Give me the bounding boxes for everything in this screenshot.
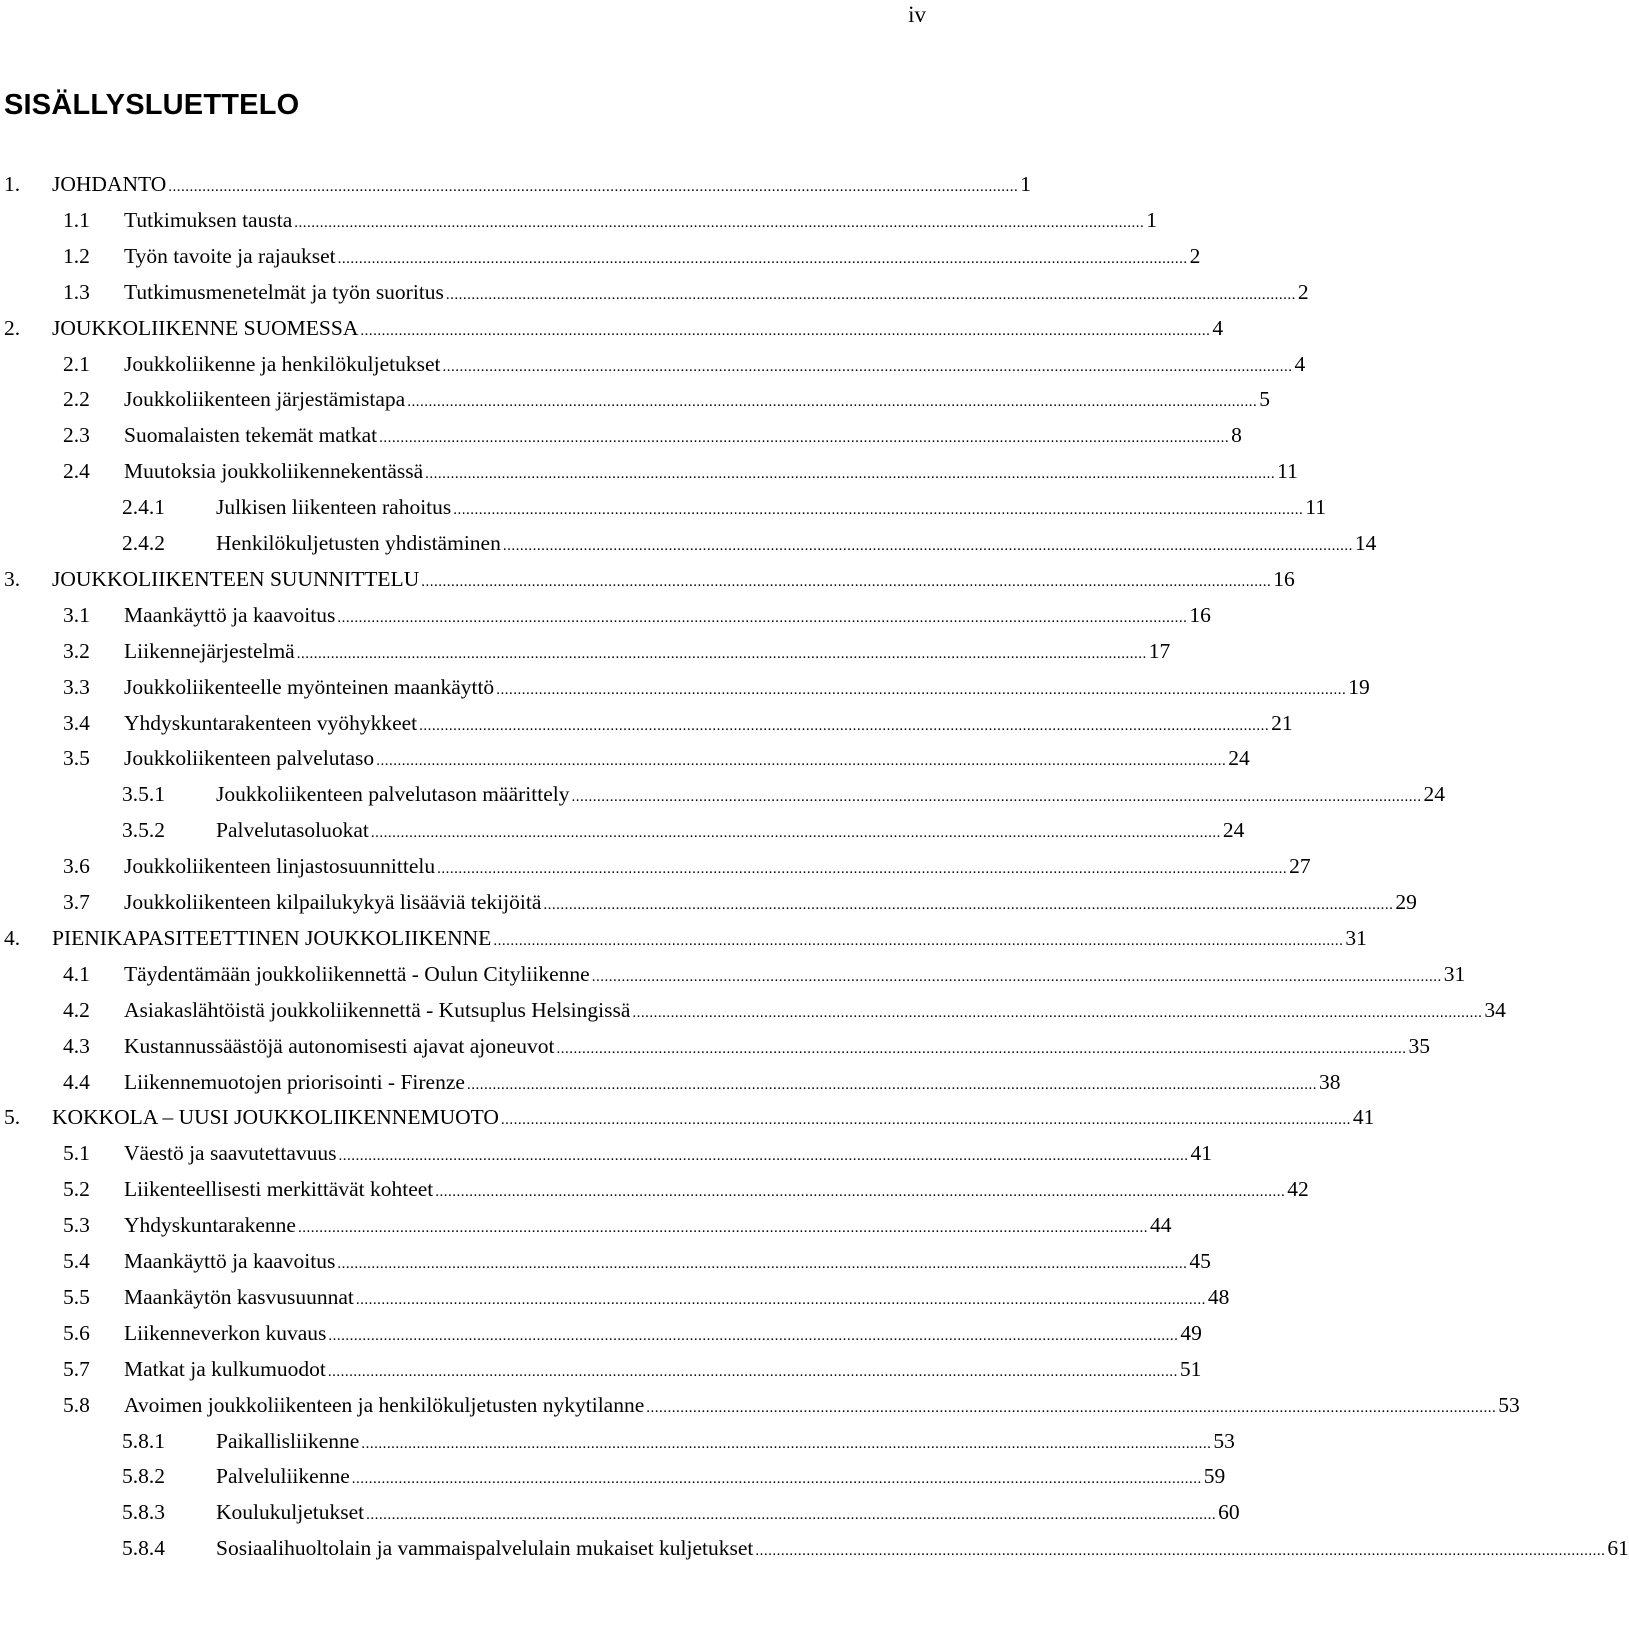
toc-entry-title: Suomalaisten tekemät matkat [124,423,378,448]
toc-leader-dots: ........................................................................................................................................................................................................ [646,1399,1497,1416]
toc-entry[interactable] [0,746,1250,778]
toc-entry-number: 2.3 [63,423,90,448]
toc-entry-number: 5.8.3 [122,1500,165,1525]
toc-entry-page: 35 [1408,1033,1431,1058]
toc-leader-dots: ........................................................................................................................................................................................................ [361,1435,1212,1452]
toc-entry-title: JOHDANTO [52,172,167,196]
toc-leader-dots: ........................................................................................................................................................................................................ [337,609,1188,626]
toc-entry-page: 45 [1189,1249,1211,1273]
page-number: iv [908,2,926,27]
toc-leader-dots: ........................................................................................................................................................................................................ [351,1471,1202,1488]
toc-entry[interactable] [0,1392,1520,1425]
toc-entry[interactable] [0,1033,1431,1066]
toc-entry-page: 31 [1345,925,1367,950]
toc-entry-title: Joukkoliikenteen palvelutason määrittely [216,782,570,807]
toc-entry-title: JOUKKOLIIKENNE SUOMESSA [52,315,359,340]
toc-entry[interactable] [0,890,1417,922]
toc-entry-number: 4.3 [63,1033,90,1058]
toc-leader-dots: ........................................................................................................................................................................................................ [379,430,1230,447]
toc-entry-page: 4 [1212,315,1224,340]
toc-entry-title: Joukkoliikenteen kilpailukykyä lisääviä tekijöitä [124,890,542,914]
toc-entry-title: Yhdyskuntarakenne [124,1213,296,1238]
toc-entry[interactable] [0,1284,1230,1317]
toc-entry-title: Tutkimuksen tausta [124,207,293,232]
toc-leader-dots: ........................................................................................................................................................................................................ [425,466,1276,483]
toc-leader-dots: ........................................................................................................................................................................................................ [500,1112,1351,1129]
toc-entry-title: Täydentämään joukkoliikennettä - Oulun Cityliikenne [124,961,590,986]
toc-entry-number: 5.6 [63,1320,90,1345]
toc-leader-dots: ........................................................................................................................................................................................................ [421,573,1272,590]
toc-leader-dots: ........................................................................................................................................................................................................ [297,1220,1148,1237]
toc-entry-page: 51 [1179,1356,1202,1381]
toc-leader-dots: ........................................................................................................................................................................................................ [327,1363,1178,1380]
toc-entry-title: Sosiaalihuoltolain ja vammaispalvelulain mukaiset kuljetukset [216,1536,754,1561]
toc-entry-page: 24 [1222,818,1245,843]
toc-entry-page: 11 [1305,495,1326,520]
toc-entry[interactable] [0,1249,1211,1281]
toc-entry-number: 3.1 [63,602,90,627]
toc-entry-page: 8 [1231,423,1242,448]
toc-entry[interactable] [0,423,1242,455]
toc-entry-page: 29 [1395,890,1417,914]
toc-entry-page: 48 [1207,1284,1230,1309]
toc-entry-number: 2.2 [63,387,90,412]
toc-leader-dots: ........................................................................................................................................................................................................ [360,322,1211,339]
toc-entry-number: 3.5.1 [122,782,165,807]
toc-leader-dots: ........................................................................................................................................................................................................ [294,214,1145,231]
toc-entry-title: Tutkimusmenetelmät ja työn suoritus [124,279,444,304]
toc-entry-title: Joukkoliikenteen järjestämistapa [124,387,406,412]
toc-entry-title: Joukkoliikenteen linjastosuunnittelu [124,854,436,879]
toc-entry[interactable] [0,782,1445,814]
toc-entry-number: 4.1 [63,961,90,986]
toc-entry-number: 1.3 [63,279,90,304]
toc-entry[interactable] [0,638,1171,671]
toc-leader-dots: ........................................................................................................................................................................................................ [453,502,1304,519]
toc-entry-number: 2.4.2 [122,531,165,555]
toc-entry-title: KOKKOLA – UUSI JOUKKOLIIKENNEMUOTO [52,1105,499,1130]
toc-entry-page: 5 [1259,387,1270,412]
toc-entry[interactable] [0,1105,1375,1137]
toc-leader-dots: ........................................................................................................................................................................................................ [632,1004,1483,1021]
toc-entry-page: 53 [1498,1392,1520,1417]
toc-entry[interactable] [0,172,1032,204]
toc-entry-number: 5.8.1 [122,1428,165,1453]
toc-entry-page: 21 [1271,710,1293,735]
toc-leader-dots: ........................................................................................................................................................................................................ [296,645,1147,662]
toc-entry-page: 14 [1354,531,1377,555]
toc-entry-page: 31 [1443,961,1466,986]
toc-leader-dots: ........................................................................................................................................................................................................ [445,286,1296,303]
toc-leader-dots: ........................................................................................................................................................................................................ [493,932,1344,949]
toc-entry-title: Joukkoliikenteelle myönteinen maankäyttö [124,674,495,699]
toc-entry-title: Työn tavoite ja rajaukset [124,243,336,268]
toc-entry[interactable] [0,495,1326,527]
toc-entry-title: Liikennemuotojen priorisointi - Firenze [124,1069,465,1094]
toc-leader-dots: ........................................................................................................................................................................................................ [338,1148,1189,1165]
toc-entry[interactable] [0,207,1157,240]
toc-entry-page: 17 [1148,638,1171,663]
toc-entry-title: Avoimen joukkoliikenteen ja henkilökuljetusten nykytilanne [124,1392,645,1417]
toc-entry[interactable] [0,925,1367,958]
toc-leader-dots: ........................................................................................................................................................................................................ [543,897,1394,913]
toc-entry[interactable] [0,1536,1629,1568]
toc-entry-title: PIENIKAPASITEETTINEN JOUKKOLIIKENNE [52,925,492,950]
toc-entry[interactable] [0,1464,1226,1496]
toc-entry-title: Joukkoliikenne ja henkilökuljetukset [124,351,441,376]
toc-entry-number: 3.6 [63,854,90,879]
toc-entry-number: 4.4 [63,1069,90,1094]
toc-entry-number: 5.4 [63,1249,90,1273]
toc-entry-title: Asiakaslähtöistä joukkoliikennettä - Kutsuplus Helsingissä [124,997,631,1022]
toc-entry[interactable] [0,1141,1213,1173]
toc-entry[interactable] [0,1177,1309,1209]
toc-entry-number: 3.2 [63,638,90,663]
toc-entry-title: Palvelutasoluokat [216,818,369,843]
toc-entry-page: 42 [1287,1177,1309,1202]
toc-entry-title: JOUKKOLIIKENTEEN SUUNNITTELU [52,566,420,591]
toc-entry-page: 59 [1203,1464,1226,1489]
toc-entry[interactable] [0,1428,1235,1461]
toc-entry-number: 5.3 [63,1213,90,1238]
toc-entry-number: 3.7 [63,890,90,914]
toc-entry-number: 2.4.1 [122,495,165,520]
toc-entry-page: 61 [1607,1536,1629,1561]
toc-entry-number: 5.8 [63,1392,90,1417]
toc-entry[interactable] [0,961,1466,994]
toc-entry[interactable] [0,1069,1341,1102]
toc-entry-title: Maankäyttö ja kaavoitus [124,1249,336,1273]
toc-entry-page: 1 [1020,172,1032,196]
toc-entry-title: Julkisen liikenteen rahoitus [216,495,452,520]
toc-entry-title: Paikallisliikenne [216,1428,360,1453]
toc-entry[interactable] [0,997,1506,1030]
toc-leader-dots: ........................................................................................................................................................................................................ [591,968,1442,985]
toc-entry-number: 5.8.2 [122,1464,165,1489]
toc-entry-number: 1. [4,172,21,196]
toc-entry-number: 4. [4,925,21,950]
toc-entry-number: 5.5 [63,1284,90,1309]
page-title: SISÄLLYSLUETTELO [4,89,300,121]
toc-entry-number: 2.1 [63,351,90,376]
toc-leader-dots: ........................................................................................................................................................................................................ [442,358,1293,375]
toc-entry-number: 5.2 [63,1177,90,1202]
toc-entry[interactable] [0,818,1245,850]
toc-entry[interactable] [0,387,1270,419]
toc-entry-page: 34 [1484,997,1506,1022]
toc-entry[interactable] [0,1320,1202,1353]
toc-leader-dots: ........................................................................................................................................................................................................ [366,1507,1217,1524]
toc-leader-dots: ........................................................................................................................................................................................................ [419,717,1270,734]
toc-leader-dots: ........................................................................................................................................................................................................ [407,394,1258,411]
toc-leader-dots: ........................................................................................................................................................................................................ [376,753,1227,770]
toc-entry[interactable] [0,279,1309,312]
toc-entry-number: 1.2 [63,243,90,268]
toc-entry[interactable] [0,854,1311,886]
toc-entry[interactable] [0,710,1293,743]
toc-entry-number: 5.8.4 [122,1536,165,1561]
toc-entry-title: Joukkoliikenteen palvelutaso [124,746,375,771]
toc-entry[interactable] [0,566,1295,599]
toc-entry-page: 11 [1277,459,1298,484]
toc-entry[interactable] [0,531,1377,563]
toc-leader-dots: ........................................................................................................................................................................................................ [328,1327,1179,1344]
toc-leader-dots: ........................................................................................................................................................................................................ [355,1291,1206,1308]
toc-entry-number: 3.4 [63,710,90,735]
toc-entry-number: 5.7 [63,1356,90,1381]
toc-leader-dots: ........................................................................................................................................................................................................ [168,179,1019,195]
toc-entry-page: 1 [1146,207,1157,232]
toc-entry-number: 5.1 [63,1141,90,1166]
toc-entry-title: Koulukuljetukset [216,1500,365,1525]
toc-entry[interactable] [0,243,1201,276]
toc-entry[interactable] [0,351,1306,384]
toc-leader-dots: ........................................................................................................................................................................................................ [556,1040,1407,1057]
toc-entry-title: Yhdyskuntarakenteen vyöhykkeet [124,710,418,735]
toc-leader-dots: ........................................................................................................................................................................................................ [337,1256,1188,1272]
toc-entry-number: 3.5 [63,746,90,771]
toc-entry-page: 16 [1273,566,1295,591]
toc-entry[interactable] [0,674,1370,707]
toc-entry-number: 4.2 [63,997,90,1022]
toc-entry-title: Liikennejärjestelmä [124,638,295,663]
toc-entry-page: 60 [1218,1500,1240,1525]
toc-entry[interactable] [0,1500,1240,1532]
toc-entry-number: 2.4 [63,459,90,484]
toc-entry-title: Maankäyttö ja kaavoitus [124,602,336,627]
toc-leader-dots: ........................................................................................................................................................................................................ [437,861,1288,878]
toc-leader-dots: ........................................................................................................................................................................................................ [502,538,1353,554]
toc-entry[interactable] [0,1213,1172,1245]
toc-entry-number: 3.3 [63,674,90,699]
toc-entry-title: Liikenteellisesti merkittävät kohteet [124,1177,434,1202]
toc-entry-page: 41 [1352,1105,1375,1130]
toc-entry-title: Väestö ja saavutettavuus [124,1141,337,1166]
toc-entry-page: 24 [1228,746,1250,771]
toc-leader-dots: ........................................................................................................................................................................................................ [466,1076,1317,1093]
toc-entry-page: 4 [1294,351,1306,376]
toc-entry-number: 2. [4,315,21,340]
toc-entry-title: Matkat ja kulkumuodot [124,1356,326,1381]
toc-entry-page: 19 [1348,674,1370,699]
toc-entry[interactable] [0,1356,1202,1389]
toc-entry-number: 1.1 [63,207,90,232]
toc-entry-title: Muutoksia joukkoliikennekentässä [124,459,424,484]
toc-entry-page: 24 [1423,782,1445,807]
toc-entry-title: Palveluliikenne [216,1464,350,1489]
toc-entry-number: 3.5.2 [122,818,165,843]
toc-entry-page: 27 [1289,854,1311,879]
toc-entry-title: Maankäytön kasvusuunnat [124,1284,354,1309]
toc-leader-dots: ........................................................................................................................................................................................................ [435,1184,1286,1201]
toc-leader-dots: ........................................................................................................................................................................................................ [755,1543,1606,1560]
toc-entry-title: Henkilökuljetusten yhdistäminen [216,531,501,555]
toc-entry-page: 49 [1180,1320,1202,1345]
toc-entry-title: Kustannussäästöjä autonomisesti ajavat ajoneuvot [124,1033,555,1058]
toc-entry-number: 5. [4,1105,21,1130]
toc-leader-dots: ........................................................................................................................................................................................................ [571,789,1422,806]
toc-entry[interactable] [0,602,1211,635]
toc-entry-title: Liikenneverkon kuvaus [124,1320,327,1345]
toc-entry-page: 41 [1190,1141,1213,1166]
toc-entry-number: 3. [4,566,21,591]
toc-entry-page: 38 [1318,1069,1341,1094]
toc-leader-dots: ........................................................................................................................................................................................................ [496,681,1347,698]
toc-entry-page: 44 [1149,1213,1172,1238]
toc-entry-page: 2 [1297,279,1309,304]
toc-entry-page: 53 [1213,1428,1235,1453]
toc-entry[interactable] [0,459,1298,491]
toc-leader-dots: ........................................................................................................................................................................................................ [337,250,1188,267]
toc-entry-page: 2 [1189,243,1201,268]
toc-entry-page: 16 [1189,602,1211,627]
toc-entry[interactable] [0,315,1224,348]
toc-leader-dots: ........................................................................................................................................................................................................ [370,825,1221,842]
